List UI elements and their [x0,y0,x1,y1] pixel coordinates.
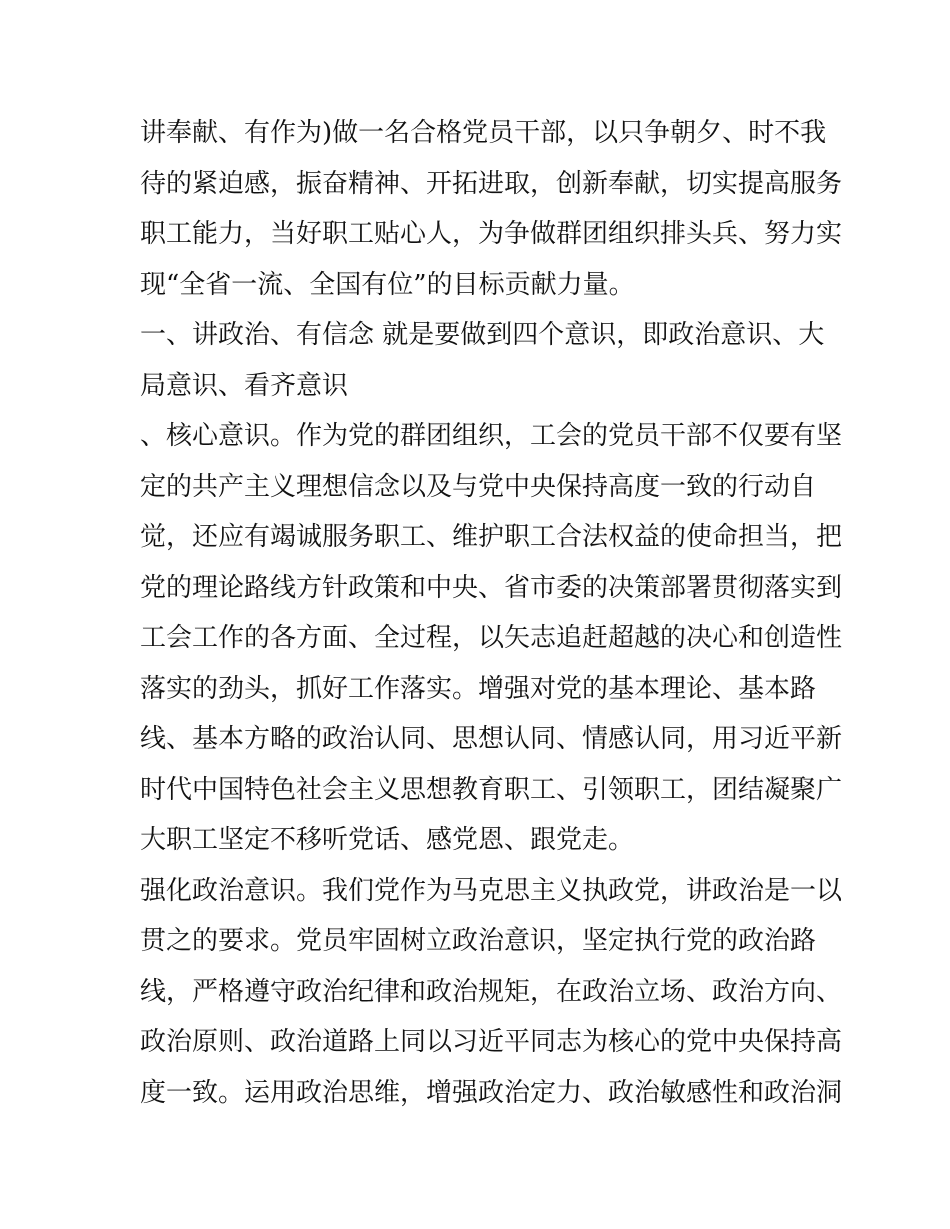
section-heading-line: 一、讲政治、有信念 就是要做到四个意识，即政治意识、大 [140,320,825,350]
body-text [140,108,843,1118]
text-line: 职工能力，当好职工贴心人，为争做群团组织排头兵、努力实 [140,219,843,249]
text-line: 、核心意识。作为党的群团组织，工会的党员干部不仅要有坚 [140,421,843,451]
text-line: 现“全省一流、全国有位”的目标贡献力量。 [140,269,635,300]
text-line: 度一致。运用政治思维，增强政治定力、政治敏感性和政治洞 [140,1077,843,1108]
text-line: 贯之的要求。党员牢固树立政治意识，坚定执行党的政治路 [140,926,817,956]
section-heading-line: 局意识、看齐意识 [140,370,349,401]
text-line: 政治原则、政治道路上同以习近平同志为核心的党中央保持高 [140,1027,843,1057]
text-line: 落实的劲头，抓好工作落实。增强对党的基本理论、基本路 [140,673,817,704]
text-line: 工会工作的各方面、全过程，以矢志追赶超越的决心和创造性 [140,623,843,653]
text-line: 时代中国特色社会主义思想教育职工、引领职工，团结凝聚广 [140,774,843,805]
text-line: 定的共产主义理想信念以及与党中央保持高度一致的行动自 [140,471,817,502]
text-line: 大职工坚定不移听党话、感党恩、跟党走。 [140,825,635,855]
text-line: 线、基本方略的政治认同、思想认同、情感认同，用习近平新 [140,724,843,754]
text-line: 强化政治意识。我们党作为马克思主义执政党，讲政治是一以 [140,875,843,906]
text-line: 讲奉献、有作为)做一名合格党员干部，以只争朝夕、时不我 [140,118,827,148]
text-line: 待的紧迫感，振奋精神、开拓进取，创新奉献，切实提高服务 [140,168,843,199]
text-line: 觉，还应有竭诚服务职工、维护职工合法权益的使命担当，把 [140,522,843,552]
text-line: 党的理论路线方针政策和中央、省市委的决策部署贯彻落实到 [140,572,843,603]
text-line: 线，严格遵守政治纪律和政治规矩，在政治立场、政治方向、 [140,976,843,1007]
